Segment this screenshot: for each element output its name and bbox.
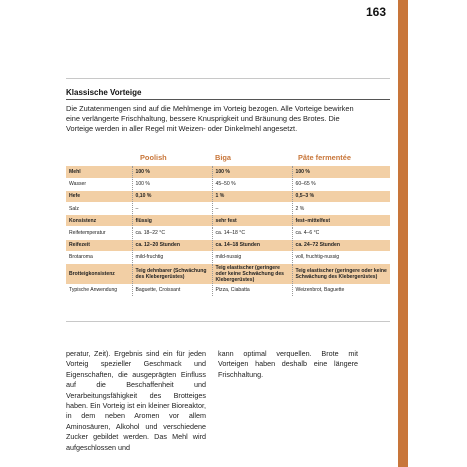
row-value: ca. 4–6 °C — [292, 227, 390, 239]
box-intro-text: Die Zutatenmengen sind auf die Mehlmenge im Vorteig bezogen. Alle Vorteige bewirken eine verlängerte Frischhaltung, bessere Knusprigkeit und Bräunung des Brotes. Die Vorteige werden in aller Regel mit Weizen- oder Dinkelmehl angesetzt. — [66, 104, 354, 133]
row-value: ca. 14–18 Stunden — [212, 239, 292, 251]
info-box-vorteige — [66, 78, 390, 322]
row-value: 1 % — [212, 190, 292, 202]
row-value: fest–mittelfest — [292, 215, 390, 227]
row-label: Reifetemperatur — [66, 227, 132, 239]
row-value: sehr fest — [212, 215, 292, 227]
box-title-rule — [66, 99, 390, 100]
row-value: 0,5–3 % — [292, 190, 390, 202]
table-row — [66, 239, 390, 251]
column-header-poolish: Poolish — [140, 153, 167, 162]
row-label: Brotaroma — [66, 251, 132, 263]
row-value: 100 % — [132, 178, 212, 190]
table-row — [66, 190, 390, 202]
table-row — [66, 227, 390, 239]
body-text-left-column: peratur, Zeit). Ergebnis sind ein für jeden Vorteig spezieller Geschmack und Eigenschaften, die ausgeprägten Einfluss auf die Beschaffenheit und Verarbeitungsfähigkeit des Brotteiges haben. Ein Vorteig ist ein kleiner Bioreaktor, in dem neben Aromen vor allem Aminosäuren, Alkohol und verschiedene Zucker gebildet werden. Das Mehl wird aufgeschlossen und — [66, 349, 206, 452]
page-edge-color-bar — [398, 0, 408, 467]
row-value: Teig dehnbarer (Schwächung des Klebergerüstes) — [132, 264, 212, 285]
body-text-right-column: kann optimal verquellen. Brote mit Vorteigen haben deshalb eine längere Frischhaltung. — [218, 349, 358, 379]
row-value: Baguette, Croissant — [132, 285, 212, 297]
row-value: mild-fruchtig — [132, 251, 212, 263]
page-number: 163 — [366, 5, 387, 19]
column-header-pate-fermentee: Pâte fermentée — [298, 153, 351, 162]
row-value: Teig elastischer (geringere oder keine Schwächung des Klebergerüstes) — [292, 264, 390, 285]
row-label: Typische Anwendung — [66, 285, 132, 297]
row-value: ca. 24–72 Stunden — [292, 239, 390, 251]
row-value: Teig elastischer (geringere oder keine Schwächung des Klebergerüstes) — [212, 264, 292, 285]
table-row — [66, 178, 390, 190]
table-row — [66, 215, 390, 227]
table-row — [66, 251, 390, 263]
row-value: – — [132, 203, 212, 215]
row-value: mild-nussig — [212, 251, 292, 263]
row-label: Hefe — [66, 190, 132, 202]
row-value: 100 % — [132, 166, 212, 178]
row-label: Konsistenz — [66, 215, 132, 227]
row-label: Reifezeit — [66, 239, 132, 251]
row-value: ca. 14–18 °C — [212, 227, 292, 239]
row-value: ca. 12–20 Stunden — [132, 239, 212, 251]
row-value: ca. 18–22 °C — [132, 227, 212, 239]
row-label: Brotteigkonsistenz — [66, 264, 132, 285]
row-value: 100 % — [292, 166, 390, 178]
table-row — [66, 166, 390, 178]
row-value: 0,10 % — [132, 190, 212, 202]
column-header-biga: Biga — [215, 153, 232, 162]
row-label: Mehl — [66, 166, 132, 178]
row-value: 45–50 % — [212, 178, 292, 190]
table-row — [66, 264, 390, 285]
table-row — [66, 285, 390, 297]
row-value: Pizza, Ciabatta — [212, 285, 292, 297]
row-label: Wasser — [66, 178, 132, 190]
row-value: 100 % — [212, 166, 292, 178]
box-title: Klassische Vorteige — [66, 88, 142, 97]
vorteige-table — [66, 166, 390, 297]
row-value: flüssig — [132, 215, 212, 227]
table-row — [66, 203, 390, 215]
row-value: – — [212, 203, 292, 215]
row-value: voll, fruchtig-nussig — [292, 251, 390, 263]
row-value: 60–65 % — [292, 178, 390, 190]
row-value: Weizenbrot, Baguette — [292, 285, 390, 297]
row-label: Salz — [66, 203, 132, 215]
row-value: 2 % — [292, 203, 390, 215]
